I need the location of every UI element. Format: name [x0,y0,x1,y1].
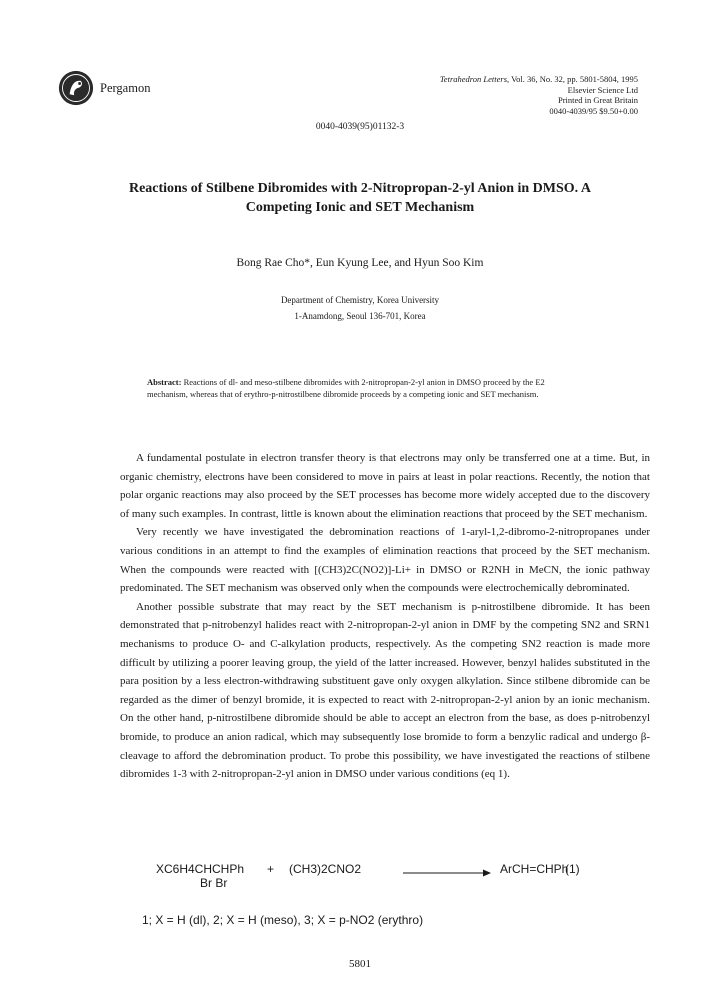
body-text [120,449,650,784]
eq-number: (1) [565,862,580,876]
copyright-line: Elsevier Science Ltd [567,84,638,95]
citation-block [338,74,638,116]
article-title [80,179,640,217]
journal-title: Tetrahedron Letters [439,74,508,84]
abstract-label: Abstract: [147,377,182,387]
issn-price: 0040-4039/95 $9.50+0.00 [549,105,638,116]
equation-1 [140,862,580,902]
abstract [147,377,577,400]
publisher-block [58,70,150,106]
title-line-2: Competing Ionic and SET Mechanism [245,200,475,215]
eq-plus: + [267,862,275,876]
citation-volume: , Vol. 36, No. 32, pp. 5801-5804, 1995 [507,74,638,84]
paragraph-3: Another possible substrate that may react by the SET mechanism is p-nitrostilbene dibromide. It has been demonstrated that p-nitrobenzyl halides react with 2-nitropropan-2-yl anion in DMF by the competing SN2 and SRN1 mechanisms to produce O- and C-alkylation products, respectively. As the competing SN2 reaction is made more difficult by utilizing a poorer leaving group, the yield of the latter increased. However, benzyl halides substituted in the para position by a less electron-withdrawing substituent gave only oxygen alkylation. Since stilbene dibromide can be regarded as the dimer of benzyl bromide, it is expected to react with 2-nitropropan-2-yl anion by an ionic mechanism. On the other hand, p-nitrostilbene dibromide should be able to accept an electron from the base, as does p-nitrobenzyl bromide, to produce an anion radical, which may subsequently lose bromide to form a benzylic radical and undergo β-cleavage to afford the debromination product. To probe this possibility, we have investigated the reactions of stilbene dibromides 1-3 with 2-nitropropan-2-yl anion in DMSO under various conditions (eq 1). [120,600,650,781]
citation-line [338,74,638,85]
substrate-legend: 1; X = H (dl), 2; X = H (meso), 3; X = p-NO2 (erythro) [142,913,424,927]
affiliation [0,292,720,324]
eq-reactant: XC6H4CHCHPh [156,862,245,876]
title-line-1: Reactions of Stilbene Dibromides with 2-Nitropropan-2-yl Anion in DMSO. A [128,181,592,196]
pergamon-logo [58,70,94,106]
printed-line: Printed in Great Britain [557,95,638,105]
eq-product: ArCH=CHPh [500,862,569,876]
doi-code: 0040-4039(95)01132-3 [315,122,405,132]
affiliation-dept: Department of Chemistry, Korea University [280,295,440,305]
eq-reagent: (CH3)2CNO2 [289,862,362,876]
affiliation-address: 1-Anamdong, Seoul 136-701, Korea [294,311,426,321]
author-list: Bong Rae Cho*, Eun Kyung Lee, and Hyun Soo Kim [236,257,484,269]
publisher-name: Pergamon [100,80,151,95]
paragraph-2: Very recently we have investigated the debromination reactions of 1-aryl-1,2-dibromo-2-nitropropanes under various conditions in an attempt to find the examples of elimination reactions that proceed by the SET mechanism. When the compounds were reacted with [(CH3)2C(NO2)]-Li+ in DMSO or R2NH in MeCN, the ionic pathway predominated. The SET mechanism was observed only when the compounds were electrochemically debrominated. [120,526,650,595]
reaction-arrow-icon [403,868,491,878]
abstract-text: Reactions of dl- and meso-stilbene dibromides with 2-nitropropan-2-yl anion in DMSO proceed by the E2 mechanism, whereas that of erythro-p-nitrostilbene dibromide proceeds by a competing ionic and SET mechanism. [147,377,545,399]
page-number: 5801 [349,958,371,970]
paragraph-1: A fundamental postulate in electron transfer theory is that electrons may only be transferred one at a time. But, in organic chemistry, electrons have been considered to move in pairs at least in polar reactions. Recently, the notion that polar organic reactions may also proceed by the SET processes has become more widely accepted due to the discovery of many such examples. In contrast, little is known about the elimination reactions that proceed by the SET mechanism. [120,452,650,520]
eq-bromines: Br Br [200,876,228,890]
